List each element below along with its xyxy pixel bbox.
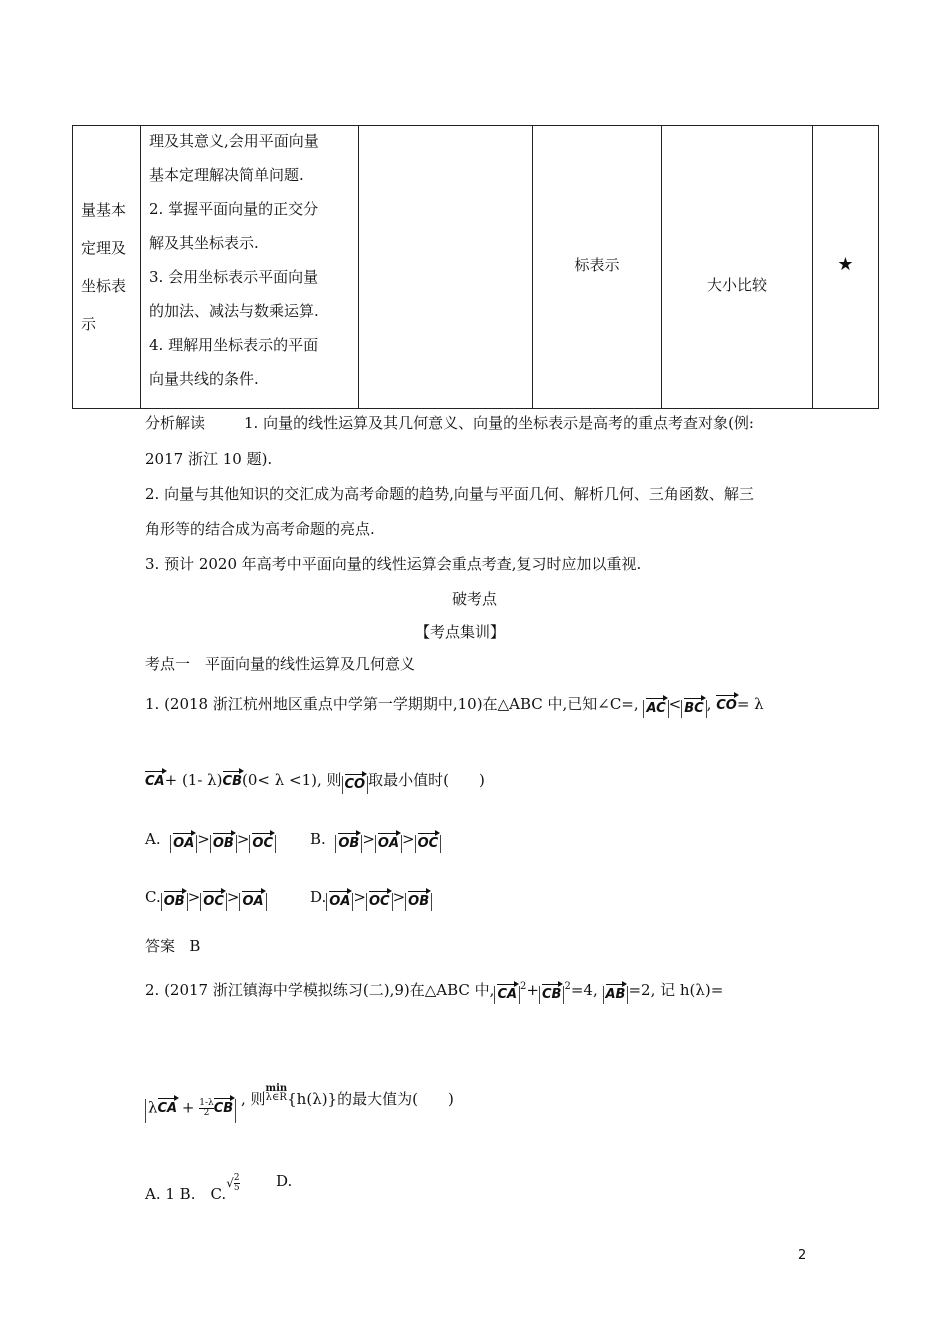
requirements-table	[72, 125, 879, 409]
section-title: 破考点	[452, 590, 498, 608]
example-text: 标表示	[574, 256, 620, 274]
vector-abs	[170, 835, 197, 853]
vector-abs	[603, 986, 629, 1004]
requirement-line: 理及其意义,会用平面向量	[149, 132, 319, 150]
vector-oa: OA	[242, 894, 264, 909]
vector-oa: OA	[329, 894, 351, 909]
vector-abs	[200, 893, 227, 911]
vector-oc: OC	[252, 836, 273, 851]
vector-abs	[239, 893, 266, 911]
vector-oa: OA	[173, 836, 195, 851]
topic-line: 示	[81, 315, 97, 333]
q1-option-b: B. OB > OA > OC	[310, 832, 441, 853]
vector-abs	[335, 835, 362, 853]
table-cell-empty	[359, 126, 533, 409]
vector-abs	[539, 986, 564, 1004]
q1-option-a: A. OA > OB > OC	[145, 832, 276, 853]
vector-ca: CA	[497, 987, 518, 1002]
vector-oc: OC	[203, 894, 224, 909]
vector-ob: OB	[163, 894, 185, 909]
q1-option-d: D. OA > OC > OB	[310, 890, 432, 911]
option-label: C.	[145, 888, 161, 906]
requirement-line: 的加法、减法与数乘运算.	[149, 302, 319, 320]
q2-stem-line2: λCA + $\frac{1-\lambda}{2}$ CB , 则min λ∈R{h(λ)}的最大值为( )	[145, 1084, 454, 1123]
q2-options	[145, 1174, 240, 1202]
vector-abs	[326, 893, 353, 911]
requirement-line: 向量共线的条件.	[149, 370, 259, 388]
sqrt-expression: √ $\frac{2}{5}$	[226, 1173, 240, 1193]
q2-stem-suffix: {h(λ)}的最大值为( )	[287, 1090, 454, 1108]
comparison-text: 大小比较	[706, 276, 767, 294]
option-label: D.	[310, 888, 327, 906]
option-label: A.	[145, 830, 161, 848]
vector-cb: CB	[222, 774, 242, 789]
analysis-label: 分析解读	[145, 414, 206, 432]
table-cell-topic	[73, 126, 141, 409]
requirement-line: 基本定理解决简单问题.	[149, 166, 304, 184]
vector-cb: CB	[213, 1101, 234, 1116]
vector-abs	[342, 776, 369, 794]
q1-stem-suffix: 取最小值时( )	[368, 771, 485, 789]
topic-line: 定理及	[81, 239, 127, 257]
table-cell-comparison	[662, 126, 813, 409]
vector-cb: CB	[542, 987, 562, 1002]
vector-ab: AB	[605, 987, 626, 1002]
q1-stem-prefix: 1. (2018 浙江杭州地区重点中学第一学期期中,10)在△ABC 中,已知∠C=,	[145, 695, 639, 713]
table-cell-importance	[813, 126, 879, 409]
topic-line: 量基本	[81, 201, 127, 219]
vector-abs	[405, 893, 432, 911]
vector-ob: OB	[338, 836, 360, 851]
vector-co: CO	[344, 777, 366, 792]
requirement-line: 解及其坐标表示.	[149, 234, 259, 252]
table-cell-requirements	[141, 126, 359, 409]
vector-ca: CA	[145, 774, 165, 789]
q1-option-c: C. OB > OC > OA	[145, 890, 267, 911]
analysis-p1-line2: 2017 浙江 10 题).	[145, 450, 273, 468]
answer-label: 答案	[145, 937, 176, 955]
vector-abs	[643, 700, 668, 718]
analysis-p2-line2: 角形等的结合成为高考命题的亮点.	[145, 520, 375, 538]
vector-abs	[366, 893, 393, 911]
q2-option-d: D.	[276, 1172, 293, 1190]
expression-abs: λCA + $\frac{1-\lambda}{2}$ CB	[145, 1099, 236, 1123]
fraction: $\frac{1-\lambda}{2}$	[199, 1097, 214, 1118]
q2-stem: 2. (2017 浙江镇海中学模拟练习(二),9)在△ABC 中, $CA^2+ CB^2=4$, AB =2, 记 h(λ)=	[145, 981, 724, 1002]
vector-co: CO	[716, 698, 737, 713]
requirement-line: 3. 会用坐标表示平面向量	[149, 268, 319, 286]
q1-stem: 1. (2018 浙江杭州地区重点中学第一学期期中,10)在△ABC 中,已知∠C=, AC < BC , CO= λ	[145, 695, 764, 716]
q2-stem-prefix: 2. (2017 浙江镇海中学模拟练习(二),9)在△ABC 中,	[145, 981, 495, 999]
analysis-p2-line1: 2. 向量与其他知识的交汇成为高考命题的趋势,向量与平面几何、解析几何、三角函数、解三	[145, 485, 754, 503]
vector-abs	[210, 835, 237, 853]
vector-abs	[415, 835, 442, 853]
star-icon: ★	[837, 254, 854, 275]
vector-bc: BC	[684, 701, 704, 716]
topic-heading: 考点一 平面向量的线性运算及几何意义	[145, 655, 416, 673]
topic-line: 坐标表	[81, 277, 127, 295]
subsection-title: 【考点集训】	[415, 623, 506, 641]
vector-ob: OB	[212, 836, 234, 851]
fraction: $\frac{2}{5}$	[233, 1173, 240, 1193]
vector-ca: CA	[157, 1101, 178, 1116]
min-operator: min λ∈R	[265, 1083, 288, 1103]
q1-stem-line2: CA+ (1- λ)CB(0< λ <1), 则 CO 取最小值时( )	[145, 771, 485, 792]
q2-stem-mid: =4,	[570, 981, 598, 999]
requirement-line: 2. 掌握平面向量的正交分	[149, 200, 319, 218]
vector-abs	[161, 893, 188, 911]
vector-ac: AC	[646, 701, 666, 716]
vector-abs	[249, 835, 276, 853]
answer-value: B	[189, 937, 201, 955]
table-cell-example	[533, 126, 662, 409]
vector-oc: OC	[417, 836, 439, 851]
option-label: B.	[310, 830, 326, 848]
q1-answer	[145, 939, 200, 954]
requirement-line: 4. 理解用坐标表示的平面	[149, 336, 319, 354]
vector-abs	[681, 700, 706, 718]
vector-ob: OB	[408, 894, 430, 909]
analysis-p1-line1: 1. 向量的线性运算及其几何意义、向量的坐标表示是高考的重点考查对象(例:	[244, 414, 754, 432]
analysis-p3: 3. 预计 2020 年高考中平面向量的线性运算会重点考查,复习时应加以重视.	[145, 555, 642, 573]
q2-options-text: A. 1 B. C.	[145, 1185, 227, 1203]
vector-oc: OC	[368, 894, 390, 909]
page-number: 2	[798, 1248, 807, 1263]
vector-abs	[375, 835, 402, 853]
vector-abs	[494, 986, 520, 1004]
q2-stem-end: =2, 记 h(λ)=	[628, 981, 724, 999]
vector-oa: OA	[377, 836, 400, 851]
